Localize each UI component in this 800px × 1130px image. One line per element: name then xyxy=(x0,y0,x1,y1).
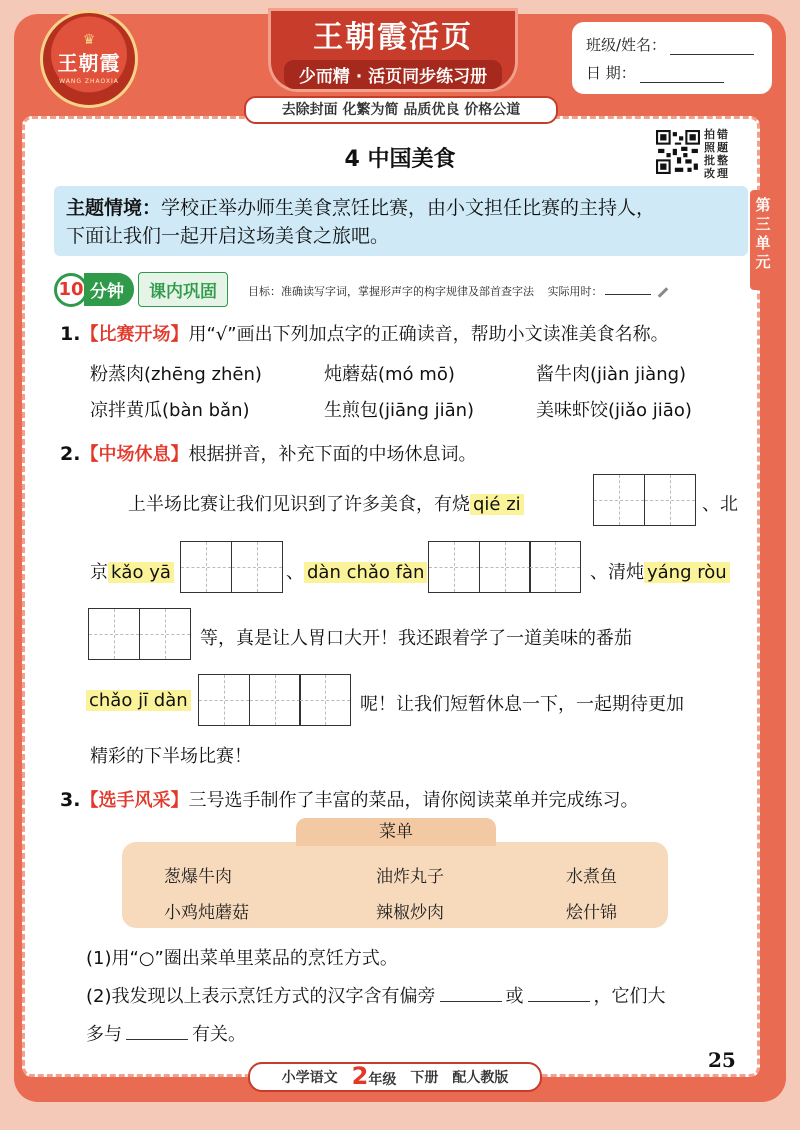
crown-icon: ♛ xyxy=(82,32,96,48)
answer-boxes-qiezi[interactable] xyxy=(593,474,694,526)
brand-banner xyxy=(268,8,518,92)
answer-boxes-kaoya[interactable] xyxy=(180,541,281,593)
sub-question-text: 多与 xyxy=(86,1024,122,1045)
option-word: 生煎包 xyxy=(324,400,378,421)
pinyin-yangrou: yáng ròu xyxy=(644,562,730,583)
option-word: 酱牛肉 xyxy=(536,364,590,385)
char-box[interactable] xyxy=(139,608,191,660)
question-text: 用“√”画出下列加点字的正确读音，帮助小文读准美食名称。 xyxy=(188,324,669,345)
theme-context-box xyxy=(54,186,748,256)
char-box[interactable] xyxy=(593,474,645,526)
slogan-bar: 去除封面 化繁为简 品质优良 价格公道 xyxy=(244,96,558,124)
qr-char: 题 xyxy=(717,141,728,154)
brand-logo xyxy=(40,10,138,108)
char-box[interactable] xyxy=(198,674,250,726)
menu-item: 小鸡炖蘑菇 xyxy=(164,903,249,923)
menu-item: 烩什锦 xyxy=(566,903,617,923)
paragraph-text: 、北 xyxy=(702,494,738,515)
option-word: 粉蒸肉 xyxy=(90,364,144,385)
question-3 xyxy=(60,786,638,812)
time-used-label: 实际用时： xyxy=(547,285,603,298)
qr-char: 改 xyxy=(704,167,715,180)
footer-term: 下册 xyxy=(410,1070,439,1086)
section-tag: 课内巩固 xyxy=(138,272,228,307)
option-liangbanhuanggua[interactable] xyxy=(90,396,250,422)
menu-item: 水煮鱼 xyxy=(566,867,617,887)
pinyin-kaoya: kǎo yā xyxy=(108,562,174,583)
option-pinyin: (jiāng jiān) xyxy=(378,400,475,421)
brand-subtitle: 少而精 · 活页同步练习册 xyxy=(284,60,502,89)
char-box[interactable] xyxy=(249,674,301,726)
unit-char: 单 xyxy=(755,234,771,252)
brand-title: 王朝霞活页 xyxy=(313,20,473,55)
sub-question-text: ，它们大 xyxy=(593,986,666,1007)
time-used-field[interactable] xyxy=(605,294,651,295)
date-field[interactable] xyxy=(640,66,724,83)
class-name-field[interactable] xyxy=(670,38,754,55)
pinyin-chaojidan: chǎo jī dàn xyxy=(86,690,191,711)
option-word: 凉拌黄瓜 xyxy=(90,400,162,421)
question-tag: 【中场休息】 xyxy=(80,444,189,465)
pinyin-qiezi: qié zi xyxy=(470,494,524,515)
paragraph-line-2c xyxy=(590,558,730,584)
paragraph-line-3: 等，真是让人胃口大开！我还跟着学了一道美味的番茄 xyxy=(200,628,632,649)
question-1 xyxy=(60,320,669,346)
menu-item: 葱爆牛肉 xyxy=(164,867,232,887)
sub-question-text: 有关。 xyxy=(192,1024,246,1045)
unit-char: 三 xyxy=(755,215,771,233)
footer-edition: 配人教版 xyxy=(452,1070,509,1086)
answer-boxes-chaojidan[interactable] xyxy=(198,674,350,726)
paragraph-line-4a xyxy=(86,690,191,711)
sub-question-2-cont xyxy=(86,1020,246,1046)
qr-char: 错 xyxy=(717,128,728,141)
sub-question-text: (2)我发现以上表示烹饪方式的汉字含有偏旁 xyxy=(86,986,436,1007)
logo-text: 王朝霞 xyxy=(57,51,121,75)
class-name-label: 班级/姓名： xyxy=(586,36,667,54)
sub-question-2 xyxy=(86,982,666,1008)
name-date-box xyxy=(572,22,772,94)
option-pinyin: (zhēng zhēn) xyxy=(144,364,262,385)
char-box[interactable] xyxy=(180,541,232,593)
qr-char: 批 xyxy=(704,154,715,167)
paragraph-text: 、清炖 xyxy=(590,562,644,583)
paragraph-text: 京 xyxy=(90,562,108,583)
question-number: 3. xyxy=(60,789,81,811)
option-pinyin: (bàn bǎn) xyxy=(162,400,250,421)
char-box[interactable] xyxy=(88,608,140,660)
menu-item: 油炸丸子 xyxy=(376,867,444,887)
qr-caption xyxy=(704,128,744,180)
qr-char: 整 xyxy=(717,154,728,167)
option-word: 美味虾饺 xyxy=(536,400,608,421)
theme-label: 主题情境： xyxy=(66,197,162,219)
answer-boxes-yangrou[interactable] xyxy=(88,608,189,660)
paragraph-text: 、 xyxy=(286,562,304,583)
goal-text: 目标：准确读写字词，掌握形声字的构字规律及部首查字法 xyxy=(248,285,534,298)
question-tag: 【选手风采】 xyxy=(80,790,189,811)
qr-char: 拍 xyxy=(704,128,715,141)
section-header xyxy=(54,272,228,307)
option-dunmogu[interactable] xyxy=(324,360,455,386)
question-2 xyxy=(60,440,476,466)
minutes-label: 分钟 xyxy=(84,273,134,306)
sub-question-1: (1)用“○”圈出菜单里菜品的烹饪方式。 xyxy=(86,948,398,969)
char-box[interactable] xyxy=(479,541,531,593)
char-box[interactable] xyxy=(644,474,696,526)
content-area xyxy=(22,116,760,1077)
date-label: 日 期： xyxy=(586,64,636,82)
answer-blank-radical-1[interactable] xyxy=(440,985,502,1002)
question-number: 2. xyxy=(60,443,81,465)
char-box[interactable] xyxy=(428,541,480,593)
pinyin-danchaofan: dàn chǎo fàn xyxy=(304,562,427,583)
theme-text-2: 下面让我们一起开启这场美食之旅吧。 xyxy=(66,225,390,247)
menu-title: 菜单 xyxy=(296,818,496,846)
question-tag: 【比赛开场】 xyxy=(80,324,189,345)
qr-char: 理 xyxy=(717,167,728,180)
option-meiweixiajiao[interactable] xyxy=(536,396,692,422)
lesson-title: 4 中国美食 xyxy=(344,147,456,172)
qr-char: 照 xyxy=(704,141,715,154)
char-box[interactable] xyxy=(299,674,351,726)
option-pinyin: (mó mō) xyxy=(378,364,455,385)
option-jiangniurou[interactable] xyxy=(536,360,686,386)
paragraph-line-4b: 呢！让我们短暂休息一下，一起期待更加 xyxy=(360,694,684,715)
char-box[interactable] xyxy=(231,541,283,593)
logo-subtext: WANG ZHAOXIA xyxy=(59,78,119,85)
footer-grade-number: 2 xyxy=(351,1061,369,1090)
answer-boxes-danchaofan[interactable] xyxy=(428,541,580,593)
option-word: 炖蘑菇 xyxy=(324,364,378,385)
answer-blank-related[interactable] xyxy=(126,1023,188,1040)
qr-code-icon[interactable] xyxy=(656,130,700,174)
paragraph-text: 上半场比赛让我们见识到了许多美食，有烧 xyxy=(128,494,470,515)
pencil-icon xyxy=(657,287,668,298)
footer-grade: 年级 xyxy=(368,1071,397,1088)
page-number: 25 xyxy=(708,1048,736,1072)
char-box[interactable] xyxy=(529,541,581,593)
answer-blank-radical-2[interactable] xyxy=(528,985,590,1002)
goal-line xyxy=(248,283,669,299)
paragraph-line-1 xyxy=(128,490,524,516)
paragraph-line-2b xyxy=(286,558,427,584)
paragraph-line-5: 精彩的下半场比赛！ xyxy=(90,746,252,767)
question-text: 三号选手制作了丰富的菜品，请你阅读菜单并完成练习。 xyxy=(188,790,639,811)
ten-minute-badge: 10 xyxy=(54,273,88,307)
unit-char: 元 xyxy=(755,253,771,271)
unit-tab xyxy=(750,190,776,290)
question-number: 1. xyxy=(60,323,81,345)
option-pinyin: (jiǎo jiāo) xyxy=(608,400,692,421)
footer-bar xyxy=(248,1062,542,1092)
option-pinyin: (jiàn jiàng) xyxy=(590,364,687,385)
sub-question-text: 或 xyxy=(505,986,524,1007)
question-text: 根据拼音，补充下面的中场休息词。 xyxy=(188,444,477,465)
theme-text: 学校正举办师生美食烹饪比赛，由小文担任比赛的主持人， xyxy=(161,197,656,219)
unit-char: 第 xyxy=(755,196,771,214)
option-fenzhengrou[interactable] xyxy=(90,360,262,386)
menu-item: 辣椒炒肉 xyxy=(376,903,444,923)
footer-subject: 小学语文 xyxy=(281,1070,338,1086)
option-shengjianbao[interactable] xyxy=(324,396,474,422)
paragraph-line-2a xyxy=(90,558,174,584)
